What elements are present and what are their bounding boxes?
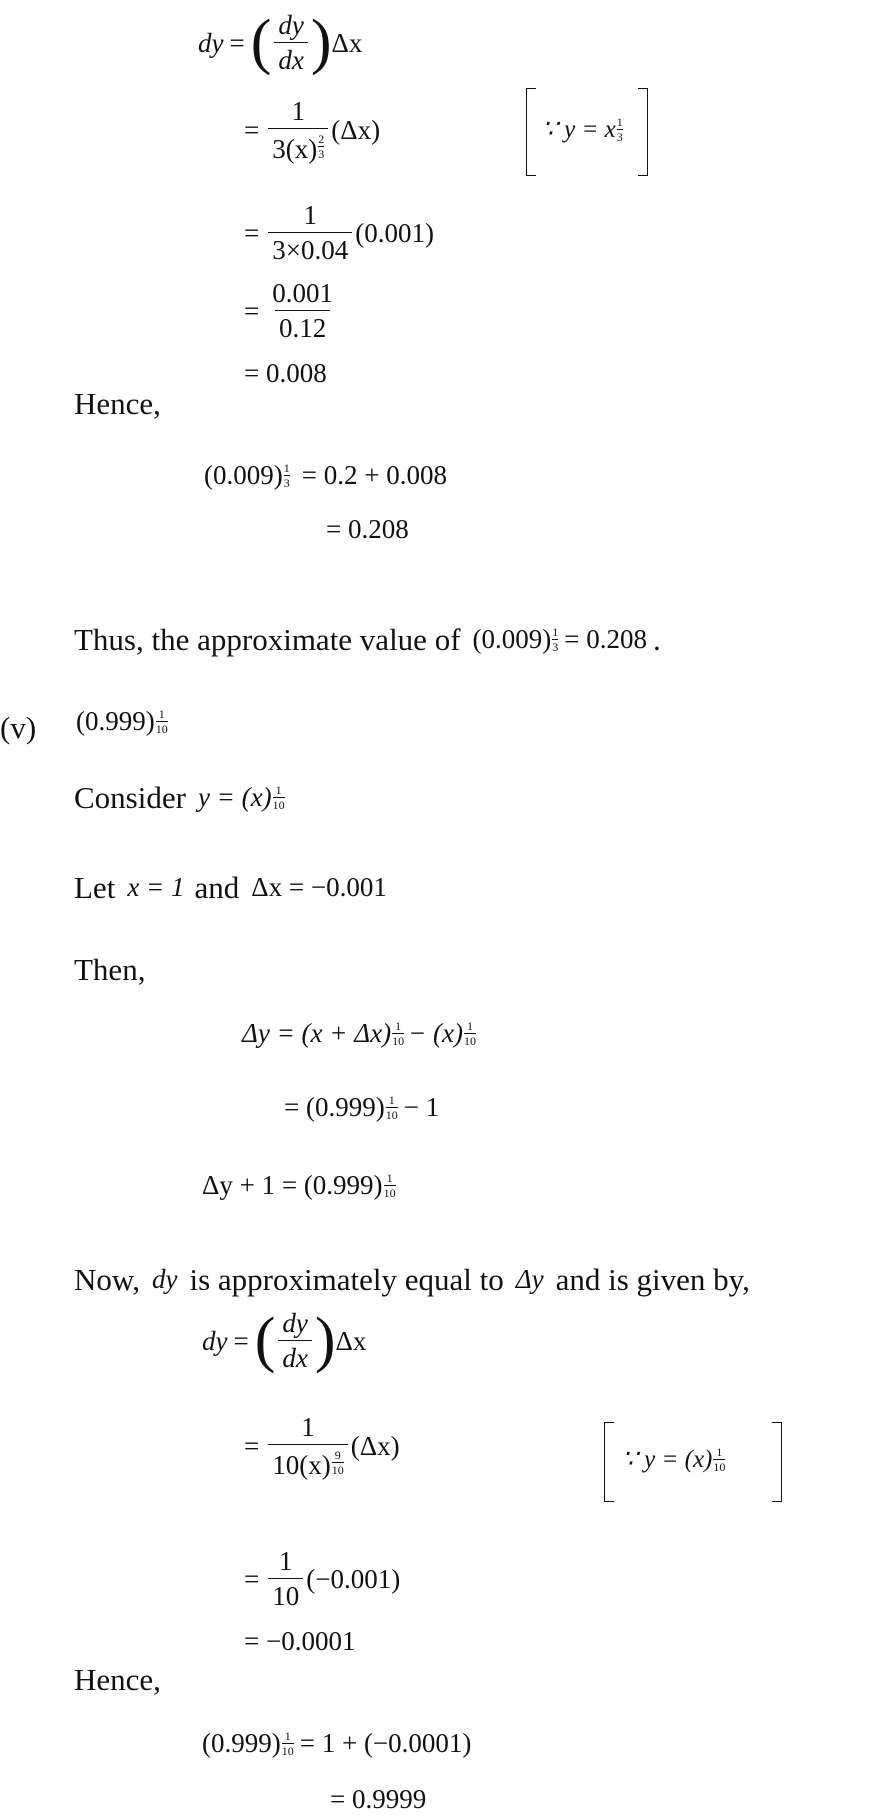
p4-step3-den: 0.12: [275, 310, 330, 342]
p5-now-dy: dy: [152, 1264, 178, 1294]
p5-consider-exp-num: 1: [275, 782, 282, 797]
p4-thus-val: = 0.208: [564, 624, 647, 654]
p5-let-text2: and: [194, 870, 240, 905]
p5-result-line1: [202, 1730, 471, 1757]
p4-step1-exp-num: 2: [318, 132, 325, 146]
p5-dy-line2-b: − 1: [403, 1092, 440, 1123]
p4-dy-lhs: dy: [198, 27, 224, 58]
p5-dy1-exp1-den: 10: [392, 1033, 405, 1048]
p4-delta-x: Δx: [331, 27, 363, 58]
p4-step1-exp-den: 3: [318, 146, 325, 161]
p5-dy2-exp-num: 1: [388, 1093, 395, 1107]
p4-result-line2: [326, 516, 409, 543]
p5-step2: = $\frac{1}{10}$ (−0.001): [244, 1546, 401, 1611]
p5-consider-line: [74, 782, 285, 813]
p5-dy-line1-b: − (x): [408, 1018, 464, 1049]
p5-step3-text: = −0.0001: [244, 1626, 356, 1656]
p4-step2-num: 1: [303, 200, 317, 230]
p4-res-rhs1: = 0.2 + 0.008: [301, 460, 447, 491]
p5-step2-tail: (−0.001): [306, 1563, 401, 1594]
p5-now-text1: Now,: [74, 1262, 141, 1297]
p5-step1-exp-den: 10: [331, 1462, 344, 1477]
p5-res-lhs: (0.999): [202, 1728, 281, 1759]
p5-let-line: [74, 872, 387, 903]
p4-step2: = $\frac{1}{3\times 0.04}$ (0.001): [244, 200, 434, 265]
p5-reason-exp-num: 1: [716, 1445, 723, 1459]
p5-reason: [622, 1446, 725, 1473]
p4-dy-equation: dy = ( $\frac{dy}{dx}$ ) Δx: [198, 8, 363, 77]
p5-now-line: [74, 1264, 750, 1295]
p5-dy3-exp-num: 1: [386, 1171, 393, 1185]
p5-res-rhs1: = 1 + (−0.0001): [299, 1728, 472, 1759]
p5-now-text3: and is given by,: [555, 1262, 750, 1297]
p4-step1-num: 1: [291, 96, 305, 126]
p5-reason-exp-den: 10: [713, 1459, 726, 1474]
p4-thus-end: .: [653, 622, 661, 657]
p4-hence: Hence,: [74, 386, 161, 421]
p4-thus-line: [74, 624, 661, 655]
p4-step2-den: 3×0.04: [268, 232, 352, 264]
p5-step2-den: 10: [268, 1578, 303, 1610]
p5-expression: [76, 708, 168, 735]
p5-step1-exp-num: 9: [334, 1448, 341, 1462]
p5-dy-equation: dy = ( $\frac{dy}{dx}$ ) Δx: [202, 1306, 367, 1375]
p5-dy-line3: [202, 1172, 396, 1199]
p5-dy3-exp-den: 10: [383, 1185, 396, 1200]
p5-reason-text: ∵ y = (x): [622, 1446, 713, 1474]
p5-consider-text: Consider: [74, 780, 186, 815]
p5-dydx-num: dy: [282, 1308, 308, 1338]
p4-res-lhs: (0.009): [204, 460, 283, 491]
p4-step4: [244, 360, 327, 387]
p5-dy-line1: [242, 1020, 476, 1047]
p4-reason-exp-den: 3: [616, 129, 623, 144]
p5-delta-x: Δx: [335, 1325, 367, 1356]
p5-label: (v): [0, 710, 37, 745]
p5-consider-exp-den: 10: [272, 797, 285, 812]
p5-result-line2: [330, 1786, 426, 1813]
p5-then: Then,: [74, 952, 146, 987]
p5-consider-expr: y = (x): [197, 782, 272, 812]
p5-step1-tail: (Δx): [350, 1431, 400, 1461]
p5-hence: Hence,: [74, 1662, 161, 1697]
p4-step1-tail: (Δx): [331, 115, 381, 145]
p4-result-line1: [204, 462, 447, 489]
p4-step2-tail: (0.001): [355, 217, 434, 248]
p4-thus-exp-den: 3: [552, 639, 559, 654]
p5-now-Dy: Δy: [515, 1264, 544, 1294]
p4-thus-exp-num: 1: [552, 624, 559, 639]
p4-step1-den: 3(x): [272, 134, 318, 164]
p5-res-exp-num: 1: [284, 1729, 291, 1743]
p5-step3: [244, 1628, 355, 1655]
p5-step1: = 1 10(x) $^{\frac{9}{10}}$ (Δx): [244, 1412, 400, 1480]
p5-expr: (0.999): [76, 706, 155, 737]
p5-step1-num: 1: [301, 1412, 315, 1442]
p4-step3-num: 0.001: [272, 278, 333, 308]
p4-dydx-den: dx: [274, 42, 307, 74]
p5-step1-den: 10(x): [272, 1450, 331, 1480]
p5-dy-line1-a: Δy = (x + Δx): [242, 1018, 392, 1049]
p5-let-text1: Let: [74, 870, 116, 905]
p5-exp-num: 1: [158, 707, 165, 721]
p4-step1: = 1 3(x) $^{\frac{2}{3}}$ (Δx): [244, 96, 381, 164]
p4-thus-expr: (0.009): [472, 624, 552, 654]
p4-res-rhs2: = 0.208: [326, 514, 409, 544]
p5-dydx-den: dx: [278, 1340, 311, 1372]
p5-dy1-exp1-num: 1: [395, 1019, 402, 1033]
p4-dydx-num: dy: [278, 10, 304, 40]
p5-exp-den: 10: [155, 721, 168, 736]
p5-res-exp-den: 10: [281, 1743, 294, 1758]
p5-dy1-exp2-num: 1: [467, 1019, 474, 1033]
p4-reason: [542, 116, 623, 143]
p4-reason-exp-num: 1: [616, 115, 623, 129]
p5-dy-line2: [284, 1094, 439, 1121]
p5-let-dx: Δx = −0.001: [251, 872, 387, 902]
p5-dy1-exp2-den: 10: [464, 1033, 477, 1048]
p4-res-exp-num: 1: [283, 461, 290, 475]
p4-step4-text: = 0.008: [244, 358, 327, 388]
p4-step3: = $\frac{0.001}{0.12}$: [238, 280, 340, 342]
p5-res-rhs2: = 0.9999: [330, 1784, 427, 1814]
p5-dy-line3-text: Δy + 1 = (0.999): [202, 1170, 383, 1201]
p5-step2-num: 1: [278, 1546, 293, 1576]
p5-dy2-exp-den: 10: [385, 1107, 398, 1122]
p5-let-x: x = 1: [127, 872, 185, 902]
p4-thus-text: Thus, the approximate value of: [74, 622, 461, 657]
p5-now-text2: is approximately equal to: [189, 1262, 504, 1297]
p4-res-exp-den: 3: [283, 475, 290, 490]
p4-reason-text: ∵ y = x: [542, 116, 616, 144]
p5-dy-line2-a: = (0.999): [284, 1092, 385, 1123]
p5-dy-lhs: dy: [202, 1325, 228, 1356]
